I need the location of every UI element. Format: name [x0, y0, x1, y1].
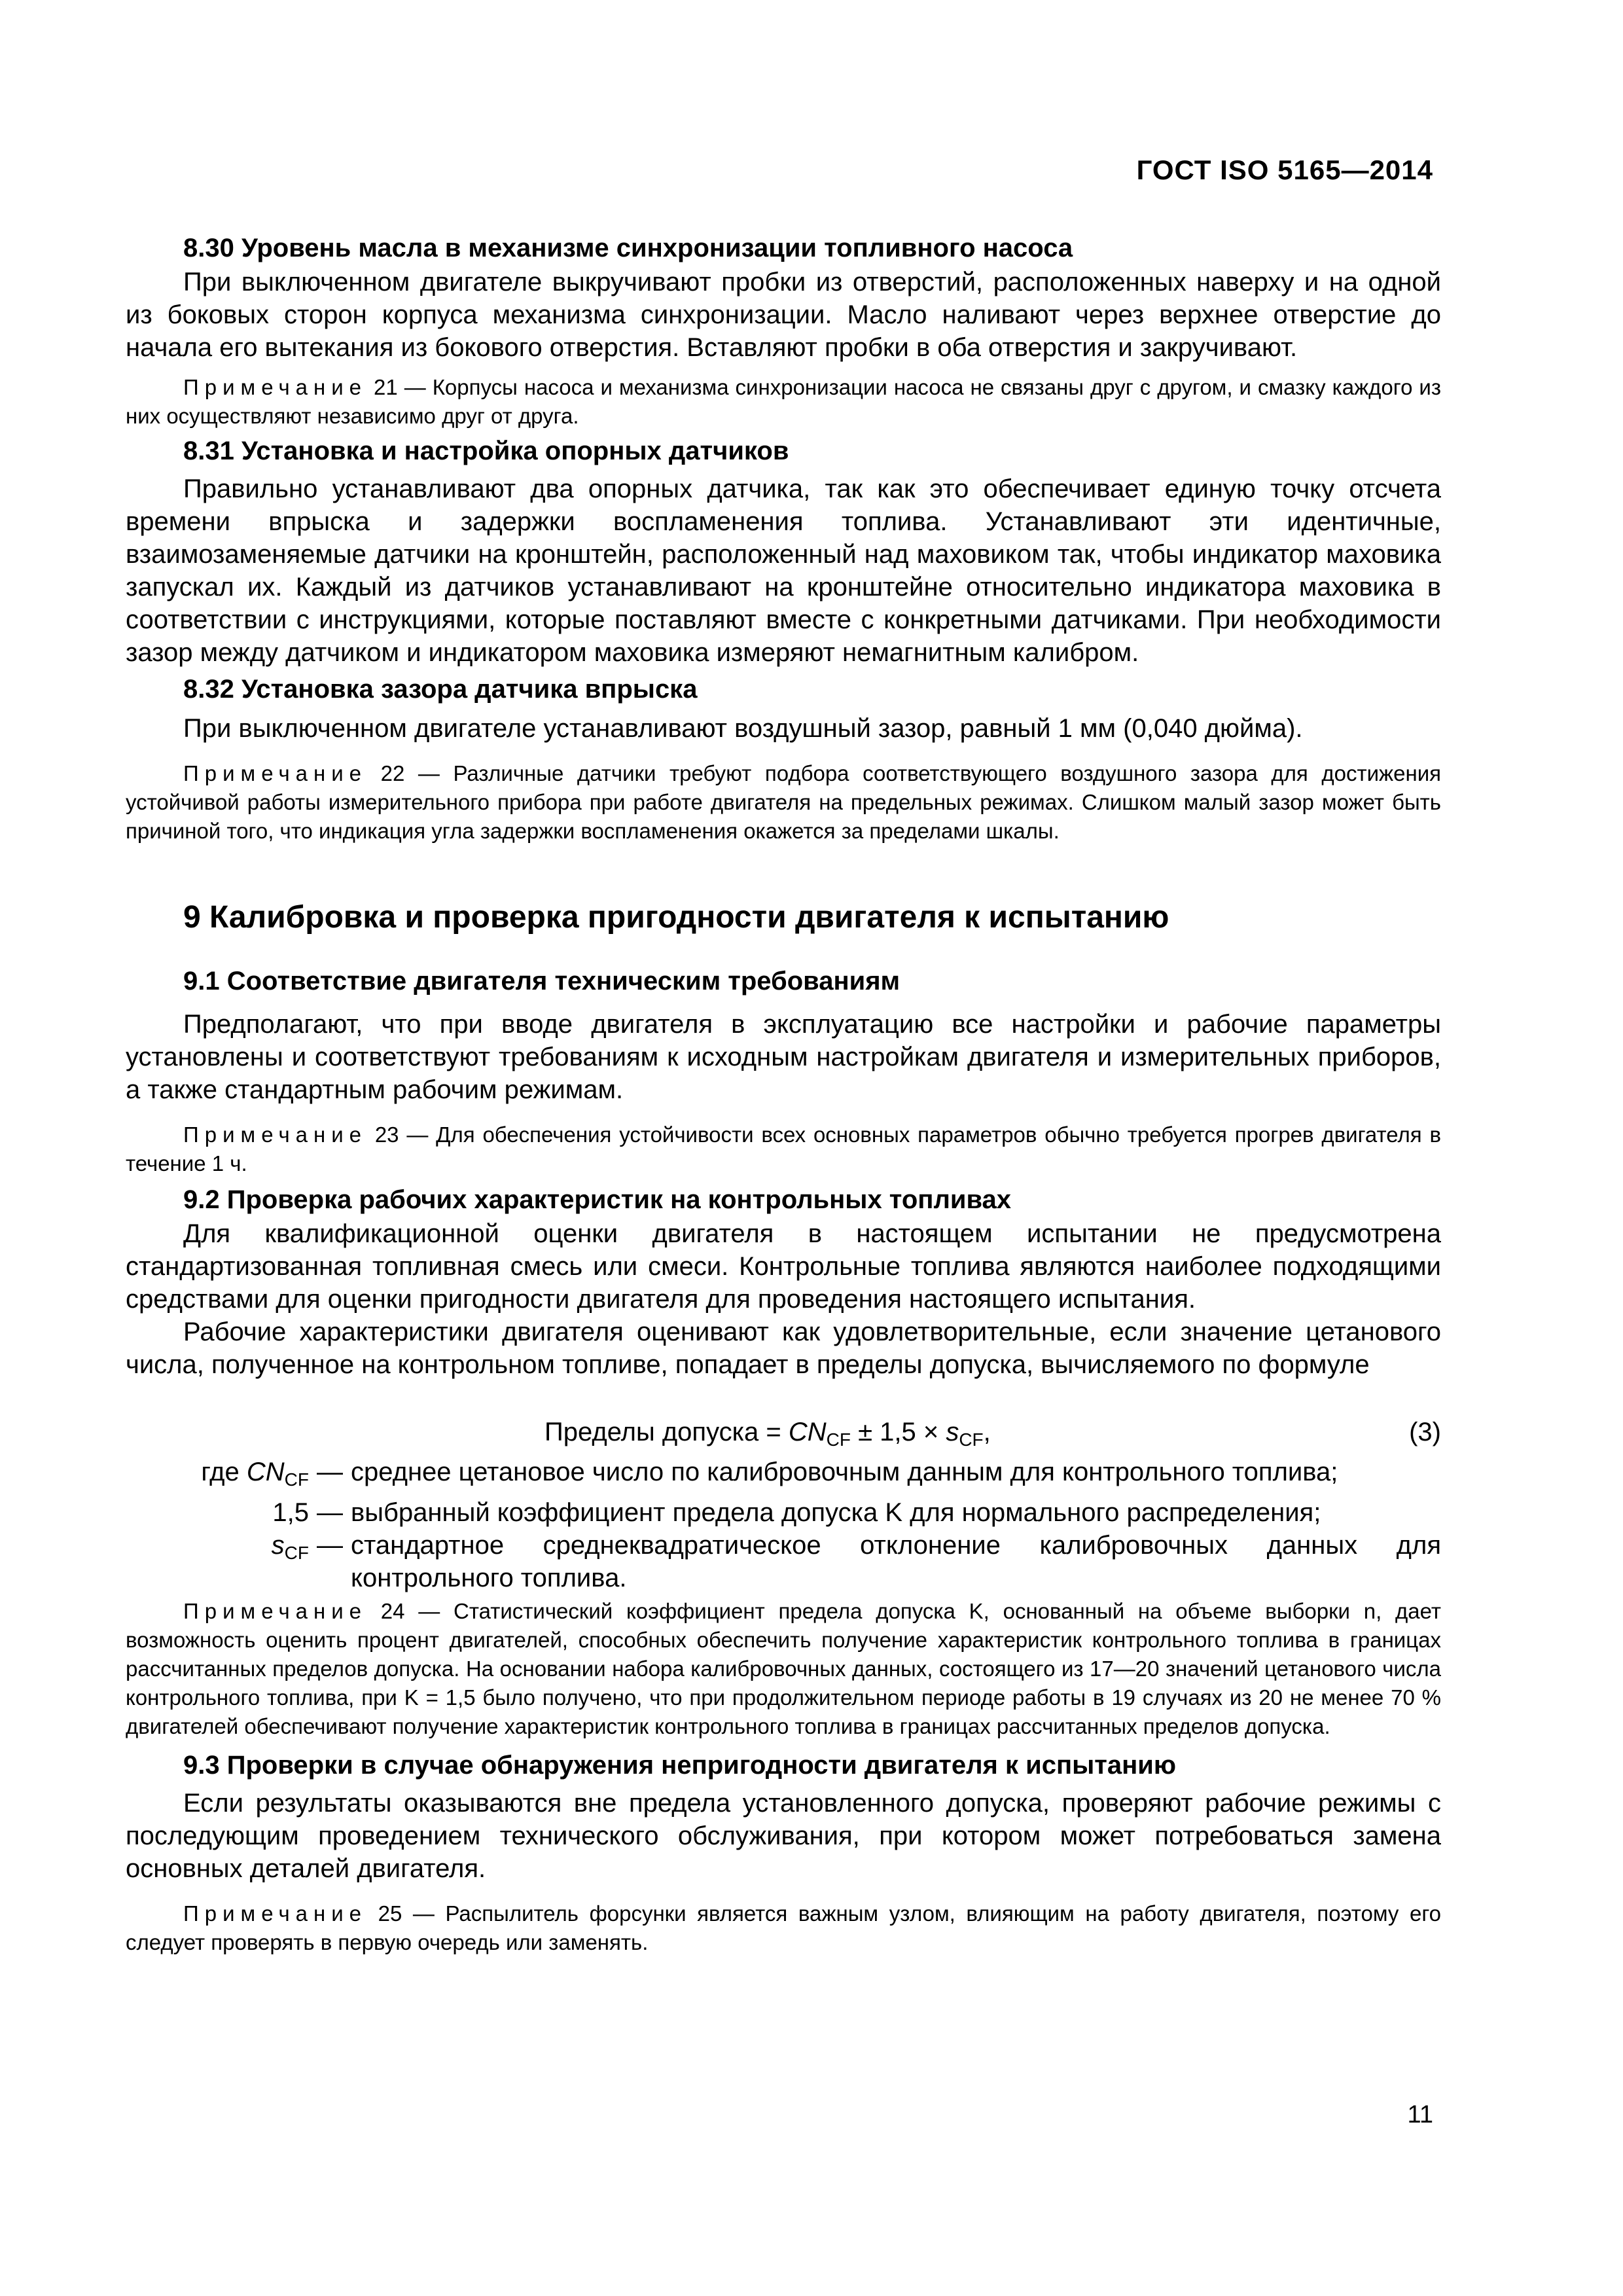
section-9-1-title: 9.1 Соответствие двигателя техническим требованиям	[183, 967, 901, 996]
document-code: ГОСТ ISO 5165—2014	[1136, 154, 1433, 185]
note-23-text: 23 — Для обеспечения устойчивости всех основных параметров обычно требуется прогрев двигателя в течение 1 ч.	[126, 1122, 1441, 1175]
formula-op: ± 1,5 ×	[850, 1418, 946, 1446]
note-label: Примечание	[183, 1901, 368, 1926]
where-row-s: $s_{CF}$ — стандартное среднеквадратическое отклонение калибровочных данных для контрольного топлива.	[126, 1529, 1441, 1594]
formula-tail: ,	[983, 1418, 991, 1446]
section-9-2-text-1: Для квалификационной оценки двигателя в настоящем испытании не предусмотрена стандартизованная топливная смесь или смеси. Контрольные топлива являются наиболее подходящими средствами для оценки пригодности двигателя для проведения настоящего испытания.	[126, 1219, 1441, 1314]
note-22-text: 22 — Различные датчики требуют подбора соответствующего воздушного зазора для достижения устойчивой работы измерительного прибора при работе двигателя на предельных режимах. Слишком малый зазор может быть причиной того, что индикация угла задержки воспламенения окажется за пределами шкалы.	[126, 761, 1441, 843]
note-24	[126, 1597, 1441, 1741]
where-symbol: $s_{CF}$	[271, 1531, 309, 1563]
note-label: Примечание	[183, 1599, 368, 1623]
note-21	[126, 373, 1441, 431]
formula-lhs: Пределы допуска =	[544, 1418, 789, 1446]
formula-cn: CN	[788, 1418, 827, 1446]
formula-cn-sub: CF	[826, 1429, 851, 1450]
content-column	[126, 230, 1441, 1957]
note-21-text: 21 — Корпусы насоса и механизма синхронизации насоса не связаны друг с другом, и смазку каждого из них осуществляют независимо друг от друга.	[126, 375, 1441, 428]
where-description: стандартное среднеквадратическое отклонение калибровочных данных для контрольного топлива.	[351, 1531, 1441, 1592]
where-symbol: 1,5	[272, 1498, 309, 1527]
note-label: Примечание	[183, 1122, 368, 1147]
section-9-2-title: 9.2 Проверка рабочих характеристик на контрольных топливах	[183, 1185, 1012, 1214]
chapter-9-title: 9 Калибровка и проверка пригодности двигателя к испытанию	[183, 900, 1169, 935]
note-22	[126, 759, 1441, 846]
section-9-1-text: Предполагают, что при вводе двигателя в эксплуатацию все настройки и рабочие параметры установлены и соответствуют требованиям к исходным настройкам двигателя и измерительных приборов, а также стандартным рабочим режимам.	[126, 1010, 1441, 1104]
where-description: среднее цетановое число по калибровочным данным для контрольного топлива;	[351, 1458, 1338, 1486]
section-8-31-text: Правильно устанавливают два опорных датчика, так как это обеспечивает единую точку отсчета времени впрыска и задержки воспламенения топлива. Устанавливают эти идентичные, взаимозаменяемые датчики на кронштейн, расположенный над маховиком так, чтобы индикатор маховика запускал их. Каждый из датчиков устанавливают на кронштейне относительно индикатора маховика в соответствии с инструкциями, которые поставляют вместе с конкретными датчиками. При необходимости зазор между датчиком и индикатором маховика измеряют немагнитным калибром.	[126, 475, 1441, 667]
where-block	[126, 1456, 1441, 1594]
section-8-31-title: 8.31 Установка и настройка опорных датчиков	[183, 437, 789, 465]
section-8-30-title: 8.30 Уровень масла в механизме синхронизации топливного насоса	[183, 234, 1073, 262]
formula-s: s	[946, 1418, 959, 1446]
note-label: Примечание	[183, 375, 368, 399]
page-number: 11	[1407, 2101, 1433, 2128]
where-row-cn: где $CN_{CF}$ — среднее цетановое число по калибровочным данным для контрольного топлива;	[126, 1456, 1441, 1496]
formula-s-sub: CF	[959, 1429, 984, 1450]
equation-number: (3)	[1409, 1418, 1441, 1446]
note-25-text: 25 — Распылитель форсунки является важным узлом, влияющим на работу двигателя, поэтому его следует проверять в первую очередь или заменять.	[126, 1901, 1441, 1954]
section-9-2-text-2: Рабочие характеристики двигателя оценивают как удовлетворительные, если значение цетанового числа, полученное на контрольном топливе, попадает в пределы допуска, вычисляемого по формуле	[126, 1318, 1441, 1379]
section-8-32-title: 8.32 Установка зазора датчика впрыска	[183, 675, 698, 704]
section-9-3-text: Если результаты оказываются вне предела установленного допуска, проверяют рабочие режимы с последующим проведением технического обслуживания, при котором может потребоваться замена основных деталей двигателя.	[126, 1789, 1441, 1883]
section-8-30-text: При выключенном двигателе выкручивают пробки из отверстий, расположенных наверху и на одной из боковых сторон корпуса механизма синхронизации. Масло наливают через верхнее отверстие до начала его вытекания из бокового отверстия. Вставляют пробки в оба отверстия и закручивают.	[126, 268, 1441, 362]
note-label: Примечание	[183, 761, 368, 785]
formula-3	[544, 1415, 1441, 1449]
section-9-3-title: 9.3 Проверки в случае обнаружения непригодности двигателя к испытанию	[183, 1751, 1177, 1780]
where-symbol: где $CN_{CF}$	[201, 1458, 309, 1490]
note-25	[126, 1899, 1441, 1957]
section-8-32-text: При выключенном двигателе устанавливают воздушный зазор, равный 1 мм (0,040 дюйма).	[183, 714, 1303, 743]
note-24-text: 24 — Статистический коэффициент предела допуска K, основанный на объеме выборки n, дает возможность оценить процент двигателей, способных обеспечить получение характеристик контрольного топлива в границах рассчитанных пределов допуска. На основании набора калибровочных данных, состоящего из 17—20 значений цетанового числа контрольного топлива, при K = 1,5 было получено, что при продолжительном периоде работы в 19 случаях из 20 не менее 70 % двигателей обеспечивают получение характеристик контрольного топлива в границах рассчитанных пределов допуска.	[126, 1599, 1441, 1738]
where-description: выбранный коэффициент предела допуска K для нормального распределения;	[351, 1498, 1321, 1527]
where-row-k: 1,5 — выбранный коэффициент предела допуска K для нормального распределения;	[126, 1496, 1441, 1529]
note-23	[126, 1121, 1441, 1178]
